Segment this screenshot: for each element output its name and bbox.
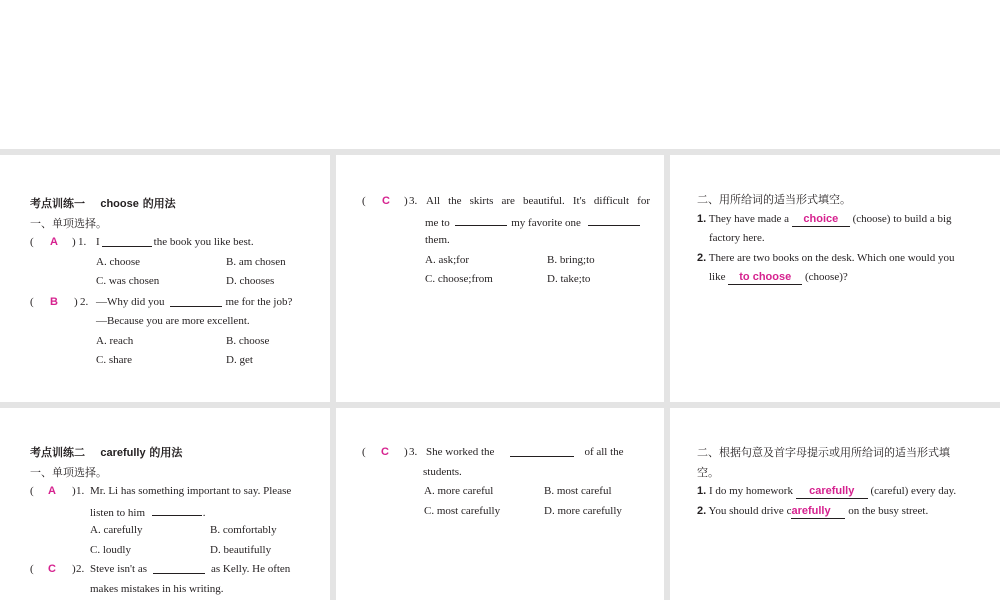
question-number: 2.	[80, 295, 89, 308]
question-text-line	[697, 268, 989, 288]
heading-cn: 考点训练二	[30, 446, 85, 459]
option-b: B. choose	[226, 334, 270, 347]
option-c: C. loudly	[90, 543, 131, 556]
column-divider	[664, 408, 670, 600]
question-text: Mr. Li has something important to say. Please	[90, 485, 292, 497]
question-1	[30, 233, 322, 253]
question-number: 2.	[697, 251, 707, 264]
paren-open: (	[362, 195, 366, 207]
section-subtitle: 空。	[697, 465, 719, 479]
paren-close: )	[72, 485, 76, 497]
question-text: I	[96, 236, 100, 248]
question-text: .	[202, 506, 206, 519]
option-c: C. most carefully	[424, 504, 501, 517]
question-text: They have made a	[708, 212, 790, 225]
option-b: B. comfortably	[210, 524, 277, 536]
question-number: 1.	[697, 212, 707, 225]
options-row	[362, 482, 652, 502]
question-text: I do my homework	[708, 485, 793, 497]
section-heading	[30, 443, 322, 463]
question-text: my favorite one	[511, 216, 581, 229]
question-text: She worked the	[426, 446, 495, 458]
paren-close: )	[74, 295, 78, 308]
question-text-line	[30, 502, 322, 522]
option-b: B. am chosen	[226, 255, 286, 268]
options-row	[362, 251, 652, 271]
options-row	[362, 270, 652, 290]
option-a: A. choose	[96, 255, 140, 268]
heading-tail: 的用法	[149, 446, 183, 459]
answer-blank	[796, 484, 868, 499]
option-a: A. carefully	[90, 524, 143, 536]
question-number: 2.	[76, 563, 85, 575]
paren-close: )	[72, 563, 76, 575]
answer-mark: C	[382, 195, 390, 207]
answer-mark: C	[381, 446, 389, 458]
paren-open: (	[30, 563, 34, 575]
question-text: You should drive c	[708, 504, 792, 517]
question-text: as Kelly. He often	[210, 563, 291, 575]
filled-answer: arefully	[791, 504, 831, 517]
heading-keyword: carefully	[100, 447, 146, 459]
options-row	[362, 502, 652, 522]
paren-open: (	[30, 295, 34, 308]
answer-blank	[588, 212, 640, 226]
middle-separator	[0, 402, 1000, 408]
filled-answer: choice	[803, 212, 839, 225]
options-row	[30, 521, 322, 541]
heading-cn: 考点训练一	[30, 197, 85, 210]
paren-close: )	[404, 195, 408, 207]
filled-answer: carefully	[809, 485, 855, 497]
question-3	[362, 192, 652, 212]
question-1	[30, 482, 322, 502]
question-text-line	[362, 212, 652, 232]
top-separator	[0, 149, 1000, 155]
question-text: (choose)?	[805, 271, 848, 283]
question-2	[30, 293, 322, 313]
answer-blank	[791, 504, 845, 519]
paren-open: (	[30, 485, 34, 497]
question-text: students.	[423, 465, 462, 478]
question-text: listen to him	[90, 506, 145, 519]
section-heading	[30, 194, 322, 214]
answer-mark: B	[50, 295, 58, 308]
question-text: like	[709, 271, 726, 283]
options-row	[30, 332, 322, 352]
options-row	[30, 351, 322, 371]
option-c: C. choose;from	[425, 273, 493, 285]
question-text: on the busy street.	[848, 504, 929, 517]
question-number: 2.	[697, 504, 707, 517]
question-text: All the skirts are beautiful. It's difficult for	[426, 195, 650, 207]
question-text: them.	[425, 234, 450, 246]
question-text: (choose) to build a big	[852, 212, 952, 225]
filled-answer: to choose	[739, 271, 792, 283]
paren-open: (	[362, 446, 366, 458]
paren-open: (	[30, 236, 34, 248]
answer-blank	[455, 212, 507, 226]
question-number: 1.	[697, 485, 707, 497]
question-text: There are two books on the desk. Which one would you	[708, 251, 955, 264]
answer-mark: A	[48, 485, 56, 497]
option-d: D. chooses	[226, 275, 275, 287]
answer-mark: C	[48, 563, 56, 575]
question-text: me for the job?	[225, 295, 293, 308]
exercise-panel-carefully-single-choice	[30, 443, 322, 599]
options-row	[30, 541, 322, 561]
option-b: B. most careful	[544, 485, 612, 497]
exercise-panel-choose-fill-blank	[697, 190, 989, 288]
exercise-panel-choose-single-choice	[30, 194, 322, 371]
question-text: (careful) every day.	[870, 485, 957, 497]
exercise-panel-choose-q3	[362, 192, 652, 290]
exercise-panel-carefully-q3	[362, 443, 652, 521]
option-d: D. take;to	[547, 273, 591, 285]
heading-keyword: choose	[100, 198, 139, 210]
question-1	[697, 482, 989, 502]
question-text: —Because you are more excellent.	[96, 315, 250, 327]
section-subtitle: 一、单项选择。	[30, 216, 107, 230]
question-number: 1.	[76, 485, 85, 497]
option-d: D. get	[226, 354, 253, 366]
answer-blank	[102, 233, 152, 247]
paren-close: )	[404, 446, 408, 458]
question-number: 1.	[78, 236, 87, 248]
option-c: C. share	[96, 354, 133, 366]
question-text: of all the	[584, 446, 624, 458]
option-a: A. more careful	[424, 485, 494, 497]
paren-close: )	[72, 236, 76, 248]
option-d: D. more carefully	[544, 504, 622, 517]
answer-blank	[170, 293, 222, 307]
answer-blank	[792, 212, 850, 227]
answer-blank	[153, 560, 205, 574]
option-a: A. ask;for	[425, 253, 469, 266]
section-subtitle: 二、根据句意及首字母提示或用所给词的适当形式填	[697, 446, 950, 459]
column-divider	[330, 155, 336, 402]
question-2	[697, 249, 989, 269]
question-text: me to	[425, 216, 450, 229]
question-number: 3.	[409, 446, 418, 458]
answer-mark: A	[50, 236, 58, 248]
section-subtitle: 二、用所给词的适当形式填空。	[697, 193, 851, 206]
question-text: Steve isn't as	[90, 563, 147, 575]
column-divider	[330, 408, 336, 600]
question-number: 3.	[409, 195, 418, 207]
options-row	[30, 253, 322, 273]
answer-blank	[152, 502, 202, 516]
option-b: B. bring;to	[547, 253, 595, 266]
heading-tail: 的用法	[142, 197, 176, 210]
question-text: —Why did you	[96, 295, 165, 308]
question-1	[697, 210, 989, 230]
question-2	[697, 502, 989, 522]
answer-blank	[728, 270, 802, 285]
option-d: D. beautifully	[210, 543, 272, 556]
section-subtitle: 一、单项选择。	[30, 465, 107, 479]
exercise-panel-carefully-fill-blank	[697, 443, 989, 521]
question-2	[30, 560, 322, 580]
column-divider	[664, 155, 670, 402]
question-text: makes mistakes in his writing.	[90, 582, 224, 595]
question-text: the book you like best.	[153, 236, 254, 248]
option-c: C. was chosen	[96, 275, 160, 287]
option-a: A. reach	[96, 334, 134, 347]
options-row	[30, 272, 322, 292]
answer-blank	[510, 443, 574, 457]
question-text: factory here.	[709, 232, 765, 244]
question-3	[362, 443, 652, 463]
